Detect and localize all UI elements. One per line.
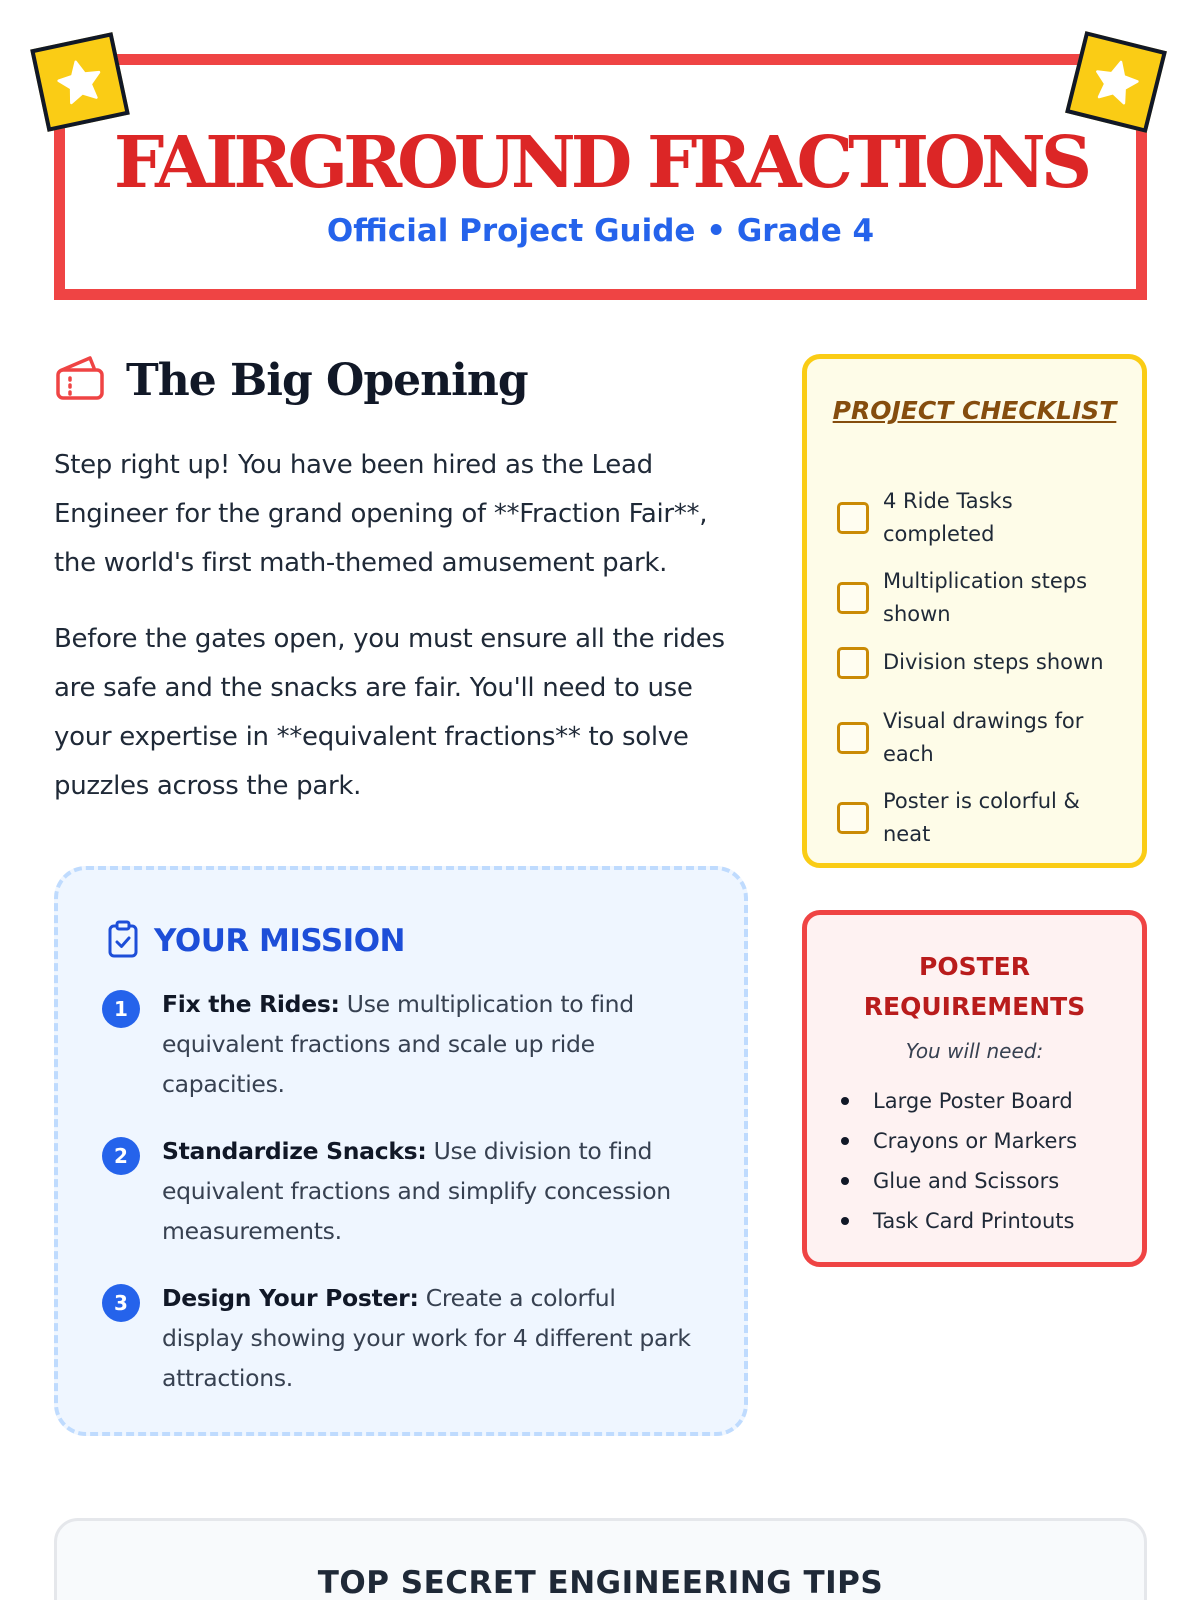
checklist-label: Poster is colorful & neat (883, 789, 1080, 846)
poster-requirements (802, 910, 1147, 1267)
checkbox[interactable] (837, 802, 869, 834)
checklist-item[interactable] (837, 785, 1127, 851)
checkbox[interactable] (837, 502, 869, 534)
project-checklist (802, 354, 1147, 868)
poster-subtitle: You will need: (905, 1039, 1044, 1063)
checklist-item[interactable] (837, 485, 1127, 551)
bullet-icon (841, 1097, 849, 1105)
checklist-label: Division steps shown (883, 650, 1104, 674)
bullet-icon (841, 1137, 849, 1145)
checklist-label: 4 Ride Tasks completed (883, 489, 1013, 546)
poster-title: POSTER REQUIREMENTS (863, 952, 1086, 1021)
intro-paragraph: Before the gates open, you must ensure all the rides are safe and the snacks are fair. You'll need to use your expertise in **equivalent fractions** to solve puzzles across the park. (54, 624, 725, 801)
mission-step (102, 984, 702, 1104)
checklist-label: Visual drawings for each (883, 709, 1084, 766)
checkbox[interactable] (837, 582, 869, 614)
intro-heading (54, 354, 528, 406)
checklist-item[interactable] (837, 646, 1127, 679)
title-banner (54, 54, 1147, 300)
page-title: FAIRGROUND FRACTIONS (113, 120, 1088, 204)
engineering-tips (54, 1518, 1147, 1600)
mission-heading (106, 920, 405, 962)
checklist-label: Multiplication steps shown (883, 569, 1088, 626)
step-text: Create a colorful display showing your work for 4 different park attractions. (162, 1284, 691, 1392)
mission-step (102, 1131, 702, 1251)
bullet-icon (841, 1177, 849, 1185)
list-item: Crayons or Markers (837, 1121, 1077, 1161)
step-number: 2 (102, 1137, 140, 1175)
step-number: 3 (102, 1284, 140, 1322)
mission-title: YOUR MISSION (154, 923, 406, 959)
star-icon (30, 32, 130, 132)
step-text: Use division to find equivalent fractions and simplify concession measurements. (162, 1137, 671, 1245)
step-label: Fix the Rides: (162, 990, 340, 1018)
intro-title: The Big Opening (126, 354, 528, 406)
step-label: Design Your Poster: (162, 1284, 419, 1312)
list-item: Glue and Scissors (837, 1161, 1077, 1201)
mission-step (102, 1278, 702, 1398)
list-item: Task Card Printouts (837, 1201, 1077, 1241)
supply-list (837, 1081, 1077, 1241)
ticket-icon (54, 354, 106, 406)
step-number: 1 (102, 990, 140, 1028)
intro-paragraph: Step right up! You have been hired as the Lead Engineer for the grand opening of **Fraction Fair**, the world's first math-themed amusement park. (54, 450, 708, 578)
checkbox[interactable] (837, 722, 869, 754)
checklist-item[interactable] (837, 705, 1127, 771)
checklist-item[interactable] (837, 565, 1127, 631)
mission-box (54, 866, 748, 1436)
checkbox[interactable] (837, 647, 869, 679)
list-item: Large Poster Board (837, 1081, 1077, 1121)
page-subtitle: Official Project Guide • Grade 4 (326, 213, 875, 249)
step-text: Use multiplication to find equivalent fractions and scale up ride capacities. (162, 990, 634, 1098)
tips-title: TOP SECRET ENGINEERING TIPS (317, 1565, 884, 1600)
bullet-icon (841, 1217, 849, 1225)
checklist-title: PROJECT CHECKLIST (832, 396, 1117, 425)
clipboard-check-icon (106, 920, 140, 962)
step-label: Standardize Snacks: (162, 1137, 427, 1165)
